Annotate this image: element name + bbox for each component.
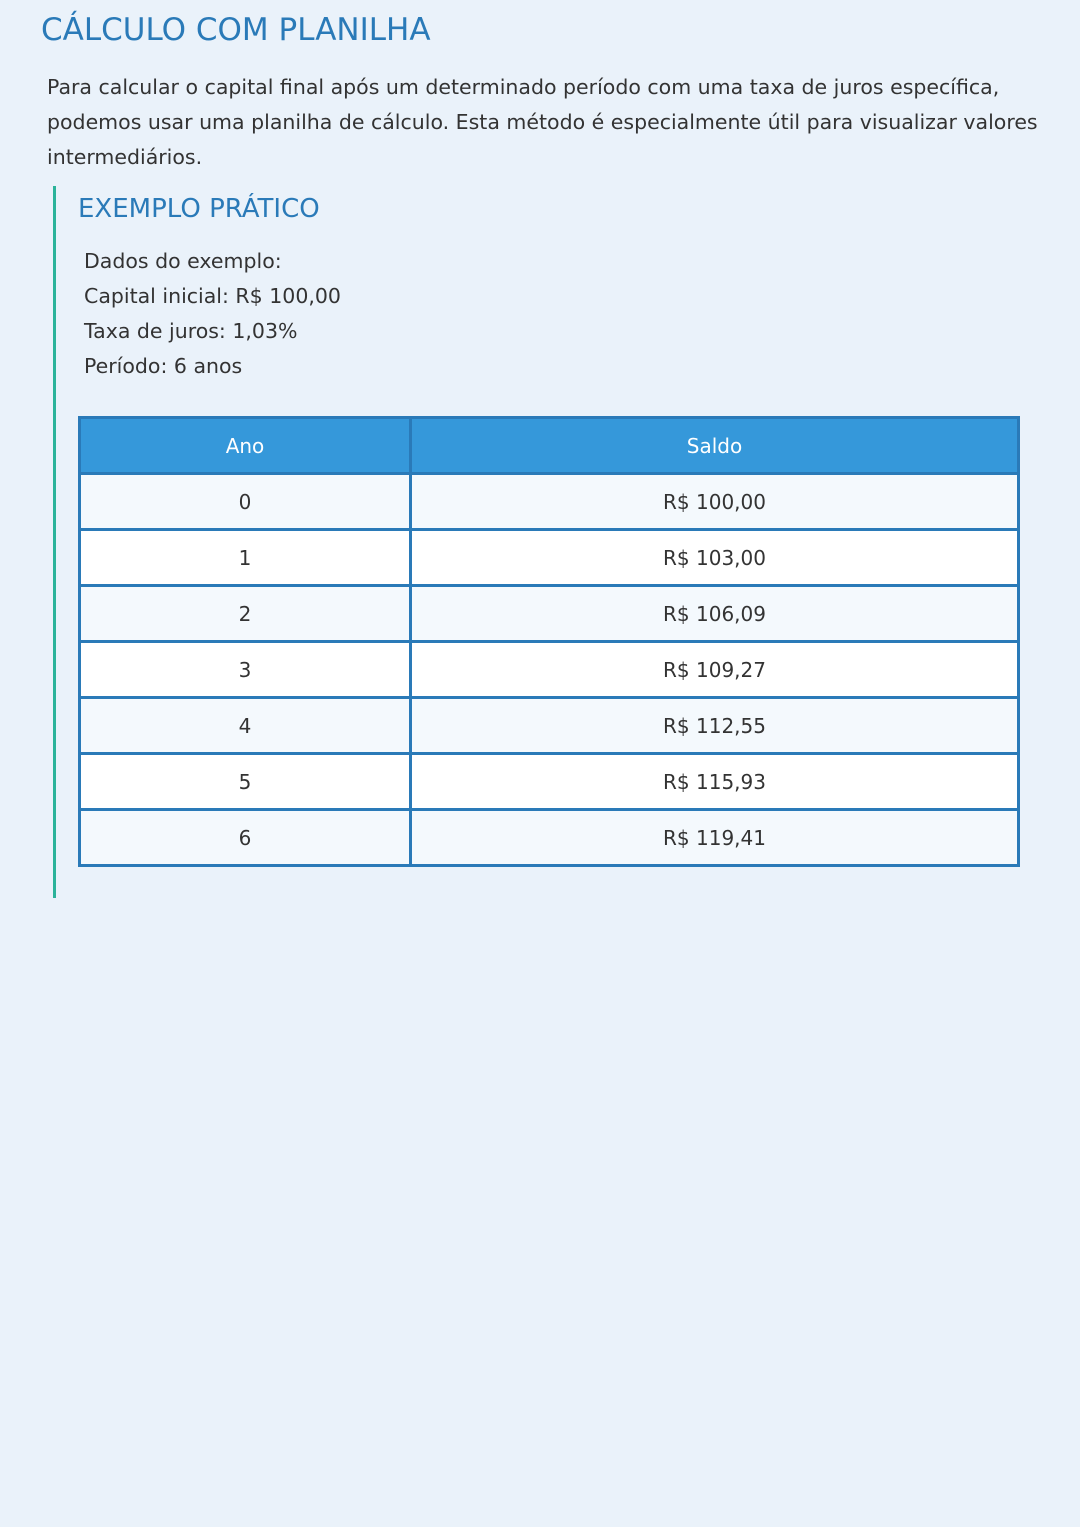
interest-rate: Taxa de juros: 1,03% [84, 319, 298, 343]
balance-cell: R$ 100,00 [411, 474, 1019, 530]
table-row [80, 530, 1019, 586]
intro-line: Para calcular o capital final após um determinado período com uma taxa de juros específica, [47, 75, 1000, 99]
table-row [80, 474, 1019, 530]
period: Período: 6 anos [84, 354, 243, 378]
balance-cell: R$ 103,00 [411, 530, 1019, 586]
example-section [53, 186, 1036, 898]
balance-cell: R$ 112,55 [411, 698, 1019, 754]
example-title: EXEMPLO PRÁTICO [78, 194, 320, 224]
table-row [80, 642, 1019, 698]
year-cell: 3 [80, 642, 411, 698]
balance-table [78, 416, 1020, 867]
table-header-row [80, 418, 1019, 474]
balance-cell: R$ 115,93 [411, 754, 1019, 810]
year-cell: 4 [80, 698, 411, 754]
column-header-balance: Saldo [411, 418, 1019, 474]
page-title: CÁLCULO COM PLANILHA [41, 12, 431, 48]
year-cell: 2 [80, 586, 411, 642]
table-row [80, 754, 1019, 810]
intro-paragraph [47, 70, 1047, 175]
balance-cell: R$ 106,09 [411, 586, 1019, 642]
balance-cell: R$ 109,27 [411, 642, 1019, 698]
year-cell: 1 [80, 530, 411, 586]
intro-line: podemos usar uma planilha de cálculo. Esta método é especialmente útil para visualizar valores [47, 110, 1038, 134]
example-data-list [84, 244, 341, 384]
balance-cell: R$ 119,41 [411, 810, 1019, 866]
example-data-heading: Dados do exemplo: [84, 249, 282, 273]
table-row [80, 810, 1019, 866]
column-header-year: Ano [80, 418, 411, 474]
year-cell: 0 [80, 474, 411, 530]
table-row [80, 586, 1019, 642]
year-cell: 6 [80, 810, 411, 866]
table-row [80, 698, 1019, 754]
year-cell: 5 [80, 754, 411, 810]
intro-line: intermediários. [47, 145, 203, 169]
initial-capital: Capital inicial: R$ 100,00 [84, 284, 341, 308]
